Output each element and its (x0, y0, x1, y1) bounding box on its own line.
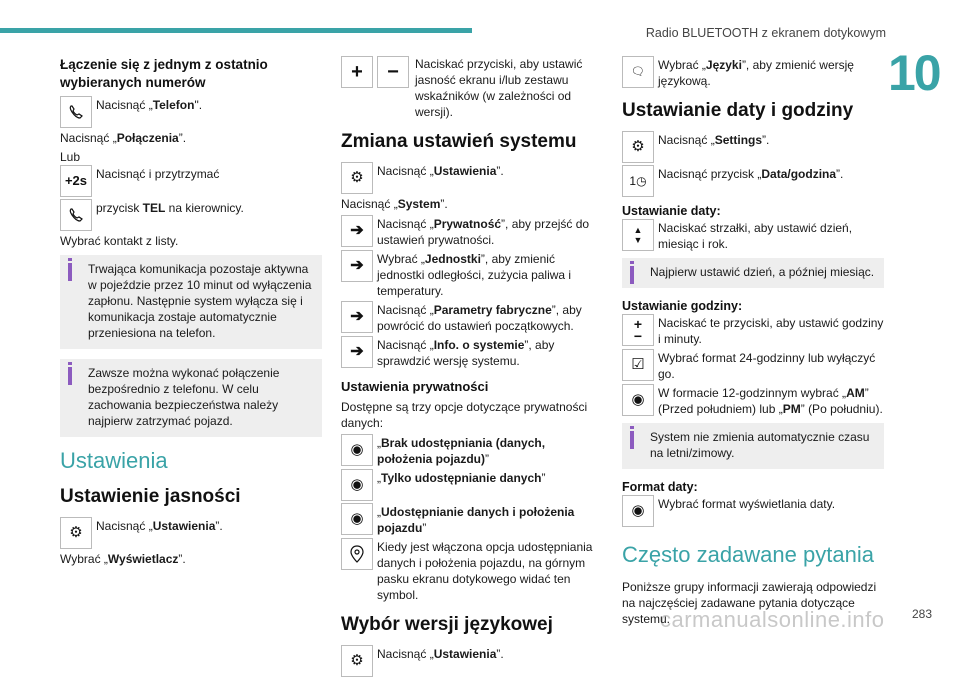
step-arrows: ▲ ▼ Naciskać strzałki, aby ustawić dzień, miesiąc i rok. (622, 219, 884, 252)
info-box-dst: System nie zmienia automatycznie czasu na letni/zimowy. (622, 423, 884, 469)
step-format24: ☑ Wybrać format 24-godzinny lub wyłączyć go. (622, 349, 884, 382)
step-press-settings: ⚙ Nacisnąć „Ustawienia”. (341, 162, 603, 194)
heading-date-set: Ustawianie daty: (622, 204, 721, 218)
radio-button-icon: ◉ (622, 495, 654, 527)
step-plus-minus: + − Naciskać przyciski, aby ustawić jasność ekranu i/lub zestawu wskaźników (w zależności od wersji). (341, 56, 603, 120)
step-press-settings-date: ⚙ Nacisnąć „Settings”. (622, 131, 884, 163)
arrow-right-icon: ➔ (341, 215, 373, 247)
info-icon (630, 431, 634, 449)
heading-recent-numbers: Łączenie się z jednym z ostatnio wybieranych numerów (60, 57, 268, 90)
info-box-day-first: Najpierw ustawić dzień, a później miesiąc. (622, 258, 884, 288)
up-down-arrows-icon: ▲ ▼ (622, 219, 654, 251)
step-press-phone: Nacisnąć „Telefon". (60, 96, 322, 128)
arrow-right-icon: ➔ (341, 250, 373, 282)
heading-date-format: Format daty: (622, 480, 698, 494)
section-title-settings: Ustawienia (60, 448, 168, 473)
radio-button-icon: ◉ (341, 434, 373, 466)
step-time-buttons: + − Naciskać te przyciski, aby ustawić godziny i minuty. (622, 314, 884, 347)
step-ampm: ◉ W formacie 12-godzinnym wybrać „AM” (Przed południem) lub „PM” (Po południu). (622, 384, 884, 417)
step-hold: +2s Nacisnąć i przytrzymać (60, 165, 322, 197)
chapter-number: 10 (888, 45, 940, 101)
step-units: ➔ Wybrać „Jednostki”, aby zmienić jednostki odległości, zużycia paliwa i temperatury. (341, 250, 603, 299)
column-3: 🗨 Wybrać „Języki”, aby zmienić wersję językową. Ustawianie daty i godziny ⚙ Nacisnąć „Settings”. 1◷ Nacisnąć przycisk „Data/godzina”. Ustawianie daty: ▲ ▼ Naciskać strzałki, aby ustawić dzień, miesiąc i rok. Najpierw ustawić dzień, a później miesiąc. Ustawianie godziny: + − Naciskać te przyciski, aby ustawić godziny i minuty. ☑ Wybrać format 24-godzinny lub wyłączyć go. ◉ W formacie 12-godzinnym wybrać „AM” (Przed południem) lub „PM” (Po południu). System nie zmienia automatycznie czasu na letni/zimowy. Format daty: ◉ Wybrać format wyświetlania daty. Często zadawane pytania Poniższe grupy informacji zawierają odpowiedzi na najczęściej zadawane pytania dotyczące systemu. (622, 58, 884, 626)
step-press-settings: ⚙ Nacisnąć „Ustawienia”. (60, 517, 322, 549)
gear-icon: ⚙ (60, 517, 92, 549)
radio-button-icon: ◉ (341, 503, 373, 535)
radio-button-icon: ◉ (341, 469, 373, 501)
privacy-option-data: ◉ „Tylko udostępnianie danych” (341, 469, 603, 501)
plus-minus-icon: + − (622, 314, 654, 346)
info-icon (630, 266, 634, 284)
location-pin-icon (341, 538, 373, 570)
clock-icon: 1◷ (622, 165, 654, 197)
checkbox-icon: ☑ (622, 349, 654, 381)
step-privacy: ➔ Nacisnąć „Prywatność”, aby przejść do ustawień prywatności. (341, 215, 603, 248)
column-2: + − Naciskać przyciski, aby ustawić jasność ekranu i/lub zestawu wskaźników (w zależności od wersji). Zmiana ustawień systemu ⚙ Nacisnąć „Ustawienia”. Nacisnąć „System”. ➔ Nacisnąć „Prywatność”, aby przejść do ustawień prywatności. ➔ Wybrać „Jednostki”, aby zmienić jednostki odległości, zużycia paliwa i temperatury. ➔ Nacisnąć „Parametry fabryczne”, aby powrócić do ustawień początkowych. ➔ Nacisnąć „Info. o systemie”, aby sprawdzić wersję systemu. Ustawienia prywatności Dostępne są trzy opcje dotyczące prywatności danych: ◉ „Brak udostępniania (danych, położenia pojazdu)” ◉ „Tylko udostępnianie danych” ◉ „Udostępnianie danych i położenia pojazdu” Kiedy jest włączona opcja udostępniania danych i położenia pojazdu, na górnym pasku ekranu dotykowego widać ten symbol. Wybór wersji językowej ⚙ Nacisnąć „Ustawienia”. (341, 56, 603, 679)
heading-time-set: Ustawianie godziny: (622, 299, 743, 313)
heading-brightness: Ustawienie jasności (60, 486, 241, 507)
step-press-date: 1◷ Nacisnąć przycisk „Data/godzina”. (622, 165, 884, 197)
arrow-right-icon: ➔ (341, 336, 373, 368)
arrow-right-icon: ➔ (341, 301, 373, 333)
heading-date-time: Ustawianie daty i godziny (622, 100, 854, 121)
info-icon (68, 263, 72, 281)
phone-icon (60, 199, 92, 231)
step-system-info: ➔ Nacisnąć „Info. o systemie”, aby sprawdzić wersję systemu. (341, 336, 603, 369)
gear-icon: ⚙ (341, 645, 373, 677)
heading-language: Wybór wersji językowej (341, 614, 553, 635)
heading-system-settings: Zmiana ustawień systemu (341, 131, 577, 152)
step-languages: 🗨 Wybrać „Języki”, aby zmienić wersję językową. (622, 56, 884, 89)
info-box-safety: Zawsze można wykonać połączenie bezpośrednio z telefonu. W celu zachowania bezpieczeństwa należy najpierw zatrzymać pojazd. (60, 359, 322, 437)
heading-privacy: Ustawienia prywatności (341, 379, 489, 394)
step-press-settings-language: ⚙ Nacisnąć „Ustawienia”. (341, 645, 603, 677)
step-factory: ➔ Nacisnąć „Parametry fabryczne”, aby powrócić do ustawień początkowych. (341, 301, 603, 334)
plus-icon: + (341, 56, 373, 88)
step-tel: przycisk TEL na kierownicy. (60, 199, 322, 231)
info-icon (68, 367, 72, 385)
minus-icon: − (377, 56, 409, 88)
location-symbol-note: Kiedy jest włączona opcja udostępniania danych i położenia pojazdu, na górnym pasku ekranu dotykowego widać ten symbol. (341, 538, 603, 603)
gear-icon: ⚙ (341, 162, 373, 194)
step-date-format: ◉ Wybrać format wyświetlania daty. (622, 495, 884, 527)
language-icon: 🗨 (622, 56, 654, 88)
privacy-option-data-location: ◉ „Udostępnianie danych i położenia pojazdu” (341, 503, 603, 536)
top-accent-bar (0, 28, 472, 33)
privacy-option-none: ◉ „Brak udostępniania (danych, położenia pojazdu)” (341, 434, 603, 467)
page-header-title: Radio BLUETOOTH z ekranem dotykowym (645, 26, 886, 40)
page-number: 283 (911, 607, 932, 621)
hold-2s-icon: +2s (60, 165, 92, 197)
phone-icon (60, 96, 92, 128)
section-title-faq: Często zadawane pytania (622, 542, 874, 567)
gear-icon: ⚙ (622, 131, 654, 163)
or-label: Lub (60, 150, 81, 164)
info-box-call-continues: Trwająca komunikacja pozostaje aktywna w pojeździe przez 10 minut od wyłączenia zapłonu. Następnie system wyłącza się i komunikacja zostaje automatycznie przeniesiona na telefon. (60, 255, 322, 349)
radio-button-icon: ◉ (622, 384, 654, 416)
column-1: Łączenie się z jednym z ostatnio wybieranych numerów Nacisnąć „Telefon". Nacisnąć „Połączenia”. Lub +2s Nacisnąć i przytrzymać przycisk TEL na kierownicy. Wybrać kontakt z listy. Trwająca komunikacja pozostaje aktywna w pojeździe przez 10 minut od wyłączenia zapłonu. Następnie system wyłącza się i komunikacja zostaje automatycznie przeniesiona na telefon. Zawsze można wykonać połączenie bezpośrednio z telefonu. W celu zachowania bezpieczeństwa należy najpierw zatrzymać pojazd. Ustawienia Ustawienie jasności ⚙ Nacisnąć „Ustawienia”. Wybrać „Wyświetlacz”. (60, 56, 322, 570)
watermark: carmanualsonline.info (660, 607, 885, 632)
